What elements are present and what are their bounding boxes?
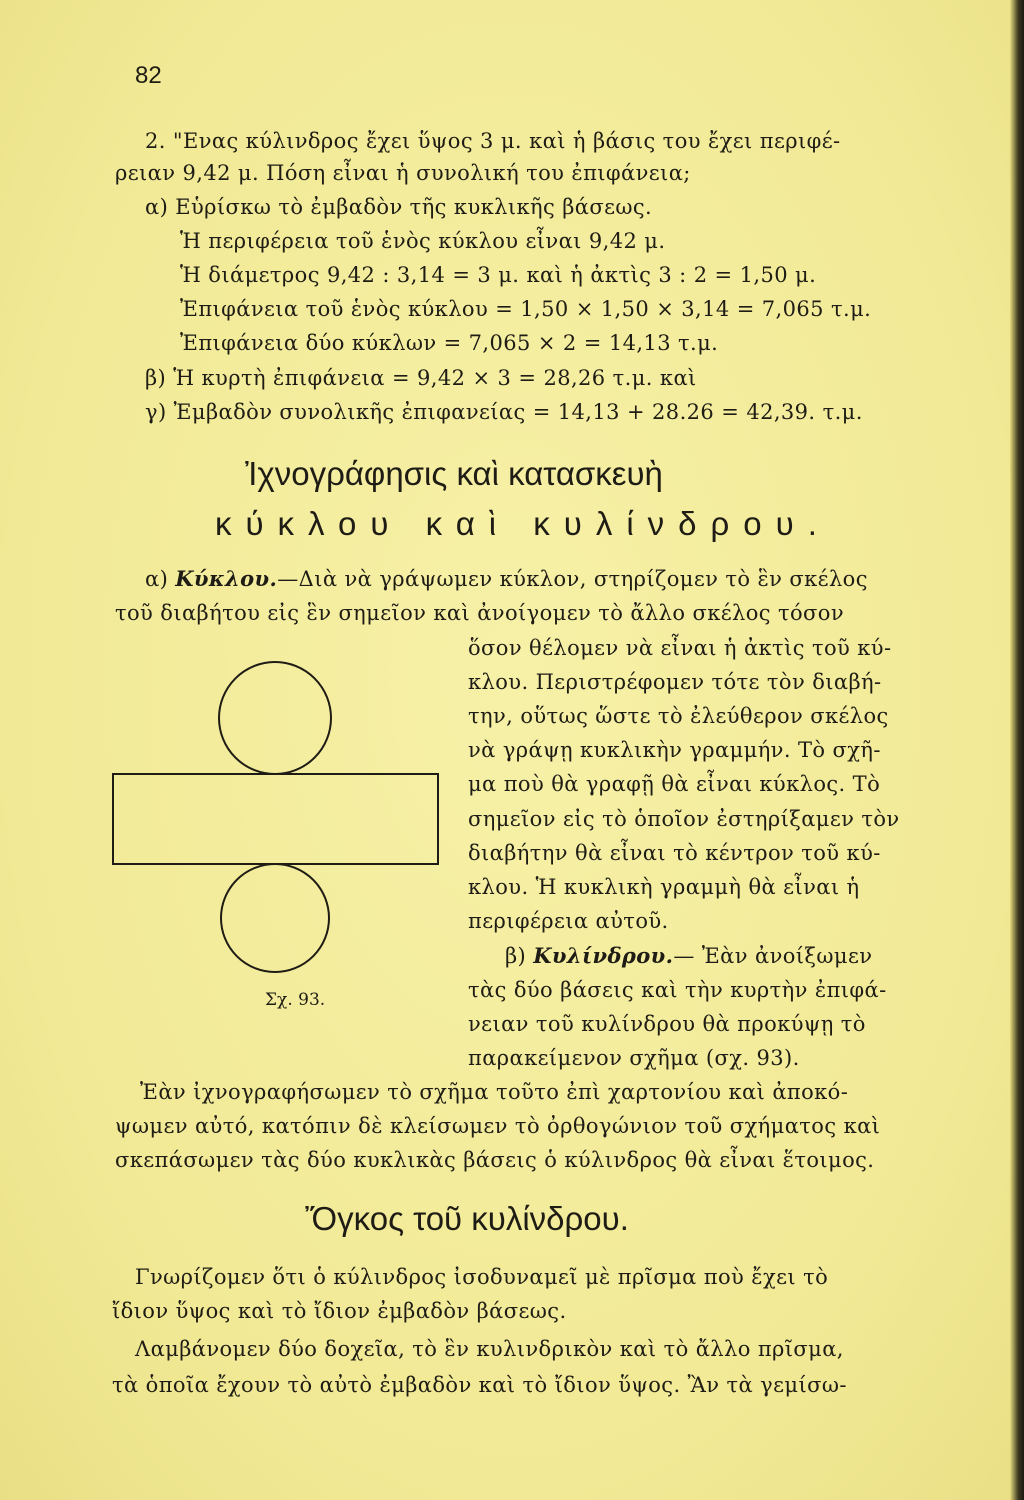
section-b-line: ψωμεν αὐτό, κατόπιν δὲ κλείσωμεν τὸ ὀρθογώνιον τοῦ σχήματος καὶ [115, 1114, 881, 1138]
problem-line: α) Εὑρίσκω τὸ ἐμβαδὸν τῆς κυκλικῆς βάσεως. [145, 195, 653, 219]
section-a-text: —Διὰ νὰ γράψωμεν κύκλον, στηρίζομεν τὸ ἓν σκέλος [277, 567, 868, 591]
section-a-label: α) [145, 567, 169, 591]
section-a-line: την, οὕτως ὥστε τὸ ἐλεύθερον σκέλος [468, 704, 889, 728]
section-a-line: νὰ γράψῃ κυκλικὴν γραμμήν. Τὸ σχῆ- [468, 738, 881, 762]
section-b-line: Ἐὰν ἰχνογραφήσωμεν τὸ σχῆμα τοῦτο ἐπὶ χαρτονίου καὶ ἀποκό- [140, 1080, 849, 1104]
section-a-line: κλου. Περιστρέφομεν τότε τὸν διαβή- [468, 670, 882, 694]
section-heading-line1: Ἰχνογράφησις καὶ κατασκευὴ [245, 455, 663, 492]
section-a-line: περιφέρεια αὐτοῦ. [468, 909, 669, 933]
volume-line: Γνωρίζομεν ὅτι ὁ κύλινδρος ἰσοδυναμεῖ μὲ πρῖσμα ποὺ ἔχει τὸ [135, 1265, 829, 1289]
volume-heading: Ὄγκος τοῦ κυλίνδρου. [305, 1200, 629, 1237]
section-b-line: νειαν τοῦ κυλίνδρου θὰ προκύψῃ τὸ [468, 1012, 866, 1036]
problem-line: γ) Ἐμβαδὸν συνολικῆς ἐπιφανείας = 14,13 + 28.26 = 42,39. τ.μ. [145, 400, 863, 424]
problem-line: Ἡ διάμετρος 9,42 : 3,14 = 3 μ. καὶ ἡ ἀκτὶς 3 : 2 = 1,50 μ. [180, 263, 817, 287]
section-a-line: διαβήτην θὰ εἶναι τὸ κέντρον τοῦ κύ- [468, 841, 881, 865]
section-heading-line2: κύκλου καὶ κυλίνδρου. [215, 505, 831, 542]
bottom-base-circle [221, 864, 329, 972]
problem-line: Ἐπιφάνεια δύο κύκλων = 7,065 × 2 = 14,13 τ.μ. [180, 331, 719, 355]
figure-caption: Σχ. 93. [265, 990, 326, 1010]
problem-line: Ἡ περιφέρεια τοῦ ἑνὸς κύκλου εἶναι 9,42 μ. [180, 229, 666, 253]
section-a-line: ὅσον θέλομεν νὰ εἶναι ἡ ἀκτὶς τοῦ κύ- [468, 636, 892, 660]
problem-line: β) Ἡ κυρτὴ ἐπιφάνεια = 9,42 × 3 = 28,26 τ.μ. καὶ [145, 366, 697, 390]
problem-line: 2. "Ενας κύλινδρος ἔχει ὕψος 3 μ. καὶ ἡ βάσις του ἔχει περιφέ- [145, 129, 841, 153]
volume-line: Λαμβάνομεν δύο δοχεῖα, τὸ ἓν κυλινδρικὸν καὶ τὸ ἄλλο πρῖσμα, [135, 1337, 844, 1361]
section-a-title: Κύκλου. [175, 566, 278, 591]
page-edge-shadow [1010, 0, 1024, 1500]
section-b-text: — Ἐὰν ἀνοίξωμεν [673, 944, 873, 968]
problem-line: ρειαν 9,42 μ. Πόση εἶναι ἡ συνολική του ἐπιφάνεια; [115, 161, 691, 185]
section-a-line: σημεῖον εἰς τὸ ὁποῖον ἐστηρίξαμεν τὸν [468, 807, 900, 831]
section-b-line: τὰς δύο βάσεις καὶ τὴν κυρτὴν ἐπιφά- [468, 978, 887, 1002]
section-a-first-line [145, 566, 868, 592]
top-base-circle [219, 662, 331, 774]
section-b-line: παρακείμενον σχῆμα (σχ. 93). [468, 1046, 800, 1070]
problem-line: Ἐπιφάνεια τοῦ ἑνὸς κύκλου = 1,50 × 1,50 × 3,14 = 7,065 τ.μ. [180, 297, 872, 321]
lateral-surface-rectangle [113, 774, 438, 864]
section-b-line: σκεπάσωμεν τὰς δύο κυκλικὰς βάσεις ὁ κύλινδρος θὰ εἶναι ἕτοιμος. [115, 1148, 875, 1172]
section-b-label: β) [505, 944, 527, 968]
volume-line: τὰ ὁποῖα ἔχουν τὸ αὐτὸ ἐμβαδὸν καὶ τὸ ἴδιον ὕψος. Ἂν τὰ γεμίσω- [112, 1373, 847, 1397]
page-number: 82 [135, 62, 162, 89]
cylinder-net-figure [105, 660, 445, 990]
section-a-line: κλου. Ἡ κυκλικὴ γραμμὴ θὰ εἶναι ἡ [468, 875, 860, 899]
section-b-first-line [505, 943, 872, 969]
section-a-line: μα ποὺ θὰ γραφῇ θὰ εἶναι κύκλος. Τὸ [468, 772, 881, 796]
section-b-title: Κυλίνδρου. [533, 943, 674, 968]
volume-line: ἴδιον ὕψος καὶ τὸ ἴδιον ἐμβαδὸν βάσεως. [112, 1299, 567, 1323]
section-a-line: τοῦ διαβήτου εἰς ἓν σημεῖον καὶ ἀνοίγομεν τὸ ἄλλο σκέλος τόσον [115, 601, 844, 625]
